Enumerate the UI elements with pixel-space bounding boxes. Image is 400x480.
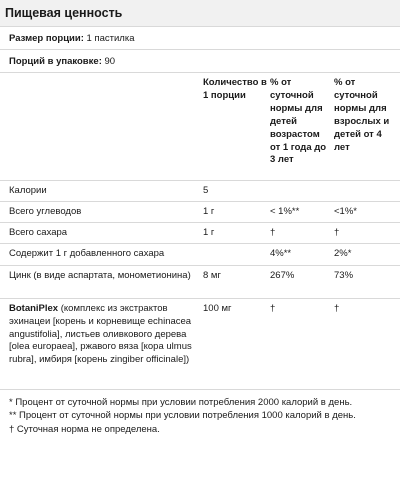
table-row	[0, 202, 400, 223]
nutrient-dv-children: < 1%**	[270, 206, 300, 217]
footnotes	[0, 390, 400, 436]
nutrient-amount: 1 г	[203, 227, 215, 238]
serving-size-label: Размер порции:	[9, 33, 84, 44]
table-row	[0, 266, 400, 299]
header-amount: Количество в 1 порции	[203, 77, 267, 101]
servings-per-container-row	[0, 50, 400, 73]
nutrient-name: Цинк (в виде аспартата, монометионина)	[9, 270, 191, 281]
header-dv-adults: % от суточной нормы для взрослых и детей от 4 лет	[334, 77, 390, 153]
serving-size-value: 1 пастилка	[86, 33, 135, 44]
calories-row	[0, 181, 400, 202]
nutrient-dv-adults: †	[334, 303, 340, 314]
nutrient-amount: 100 мг	[203, 303, 232, 314]
nutrient-dv-adults: †	[334, 227, 340, 238]
nutrient-amount: 8 мг	[203, 270, 221, 281]
panel-title: Пищевая ценность	[5, 6, 123, 20]
footnote: † Суточная норма не определена.	[9, 423, 160, 435]
nutrient-name	[9, 303, 199, 367]
table-header	[0, 73, 400, 181]
table-row	[0, 244, 400, 266]
servings-per-container-label: Порций в упаковке:	[9, 56, 102, 67]
nutrient-name: Всего углеводов	[9, 206, 82, 217]
nutrient-dv-adults: 2%*	[334, 248, 352, 259]
servings-per-container-value: 90	[104, 56, 116, 67]
nutrient-amount: 1 г	[203, 206, 215, 217]
nutrient-name-bold: BotaniPlex	[9, 303, 59, 314]
title-bar	[0, 0, 400, 27]
nutrient-name-rest: (комплекс из экстрактов эхинацеи [корень и корневище echinacea angustifolia], листьев оливкового дерева [olea europaea], ржавого вяза [кора ulmus rubra], имбиря [корень zingiber officinale])	[9, 303, 192, 366]
table-row	[0, 299, 400, 390]
serving-size-row	[0, 27, 400, 50]
nutrient-dv-children: 4%**	[270, 248, 292, 259]
nutrient-dv-children: †	[270, 303, 276, 314]
nutrient-dv-adults: 73%	[334, 270, 354, 281]
header-dv-children: % от суточной нормы для детей возрастом от 1 года до 3 лет	[270, 77, 327, 166]
nutrient-name: Всего сахара	[9, 227, 68, 238]
footnote: * Процент от суточной нормы при условии потребления 2000 калорий в день.	[9, 397, 353, 408]
calories-label: Калории	[9, 185, 47, 196]
footnote: ** Процент от суточной нормы при условии потребления 1000 калорий в день.	[9, 410, 356, 422]
table-row	[0, 223, 400, 244]
nutrient-name: Содержит 1 г добавленного сахара	[9, 248, 165, 259]
nutrient-dv-children: †	[270, 227, 276, 238]
calories-amount: 5	[203, 185, 209, 196]
nutrient-dv-adults: <1%*	[334, 206, 357, 217]
nutrient-dv-children: 267%	[270, 270, 295, 281]
